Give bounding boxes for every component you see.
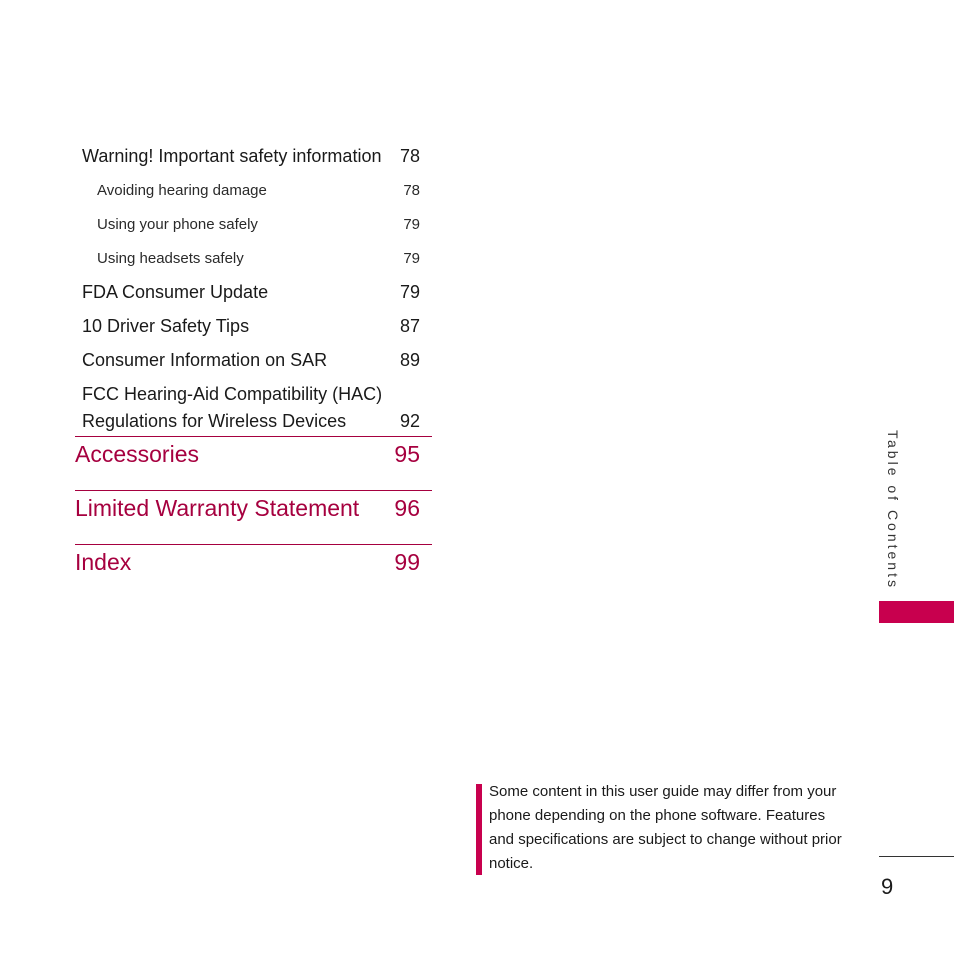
toc-subentry-page: 79 — [403, 250, 420, 267]
toc-subentry-page: 79 — [403, 216, 420, 233]
toc-subentry-label: Avoiding hearing damage — [97, 182, 267, 199]
software-note: Some content in this user guide may differ from your phone depending on the phone software. Features and specifications are subject to change without prior notice. — [489, 783, 842, 872]
toc-subentry-label: Using your phone safely — [97, 216, 258, 233]
toc-entry-warning[interactable] — [75, 140, 432, 174]
toc-entry-page: 92 — [399, 411, 420, 431]
toc-entry-label-line1: FCC Hearing-Aid Compatibility (HAC) — [82, 384, 383, 404]
toc-section-label: Accessories — [75, 441, 199, 467]
toc-section-page: 99 — [394, 549, 420, 575]
toc-section-accessories[interactable] — [75, 436, 432, 490]
toc-entry-label: 10 Driver Safety Tips — [82, 316, 250, 336]
side-tab-marker — [879, 601, 954, 623]
toc-entry-label-line2: Regulations for Wireless Devices — [82, 411, 347, 431]
toc-subentry-label: Using headsets safely — [97, 250, 244, 267]
toc-entry-fcc[interactable] — [75, 381, 432, 436]
page-number: 9 — [881, 874, 894, 899]
toc-section-page: 95 — [394, 441, 420, 467]
toc-subentry-hearing[interactable] — [75, 174, 432, 208]
toc-entry-page: 89 — [399, 350, 420, 370]
page-number-rule — [879, 856, 954, 857]
toc-subentry-page: 78 — [403, 182, 420, 199]
toc-entry-driver-tips[interactable] — [75, 310, 432, 344]
toc-section-index[interactable] — [75, 544, 432, 598]
toc-entry-page: 87 — [399, 316, 420, 336]
toc-section-page: 96 — [394, 495, 420, 521]
side-tab-label: Table of Contents — [885, 430, 901, 590]
toc-entry-page: 79 — [399, 282, 420, 302]
toc-section-warranty[interactable] — [75, 490, 432, 544]
toc-entry-page: 78 — [399, 146, 420, 166]
toc-section-label: Index — [75, 549, 132, 575]
table-of-contents — [75, 140, 432, 598]
toc-subentry-headsets[interactable] — [75, 242, 432, 276]
toc-entry-label: Consumer Information on SAR — [82, 350, 328, 370]
note-accent-bar — [476, 784, 482, 875]
toc-entry-sar[interactable] — [75, 344, 432, 378]
toc-section-label: Limited Warranty Statement — [75, 495, 360, 521]
toc-entry-fda[interactable] — [75, 276, 432, 310]
toc-entry-label: FDA Consumer Update — [82, 282, 269, 302]
toc-entry-label: Warning! Important safety information — [82, 146, 382, 166]
toc-subentry-phone-safely[interactable] — [75, 208, 432, 242]
